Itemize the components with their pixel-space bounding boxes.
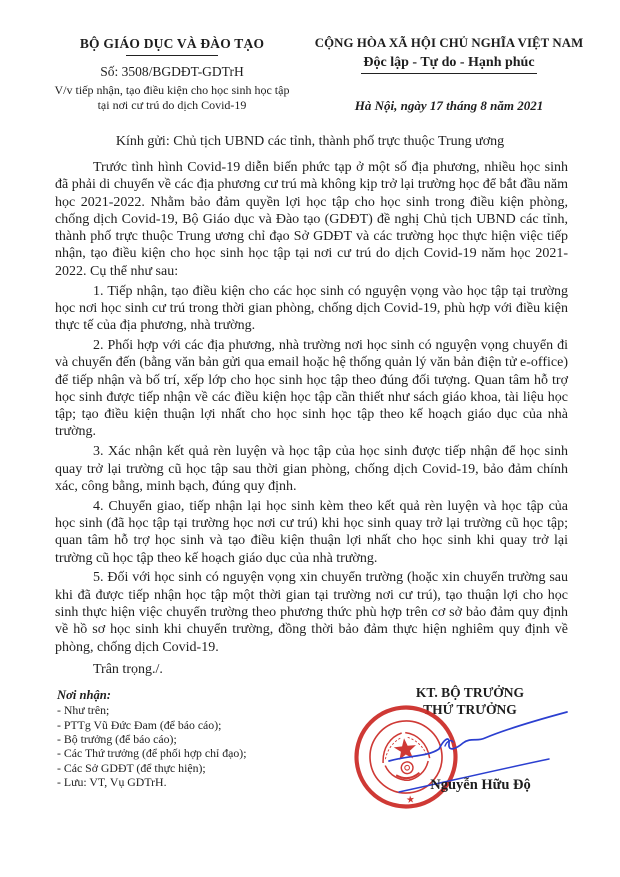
recipient-item: - Các Sở GDĐT (để thực hiện);	[57, 760, 206, 775]
recipient-item: - Các Thứ trưởng (để phối hợp chỉ đạo);	[57, 746, 247, 761]
recipient-item: - Lưu: VT, Vụ GDTrH.	[57, 775, 167, 790]
issuer-name: BỘ GIÁO DỤC VÀ ĐÀO TẠO	[79, 36, 265, 51]
national-motto: Độc lập - Tự do - Hạnh phúc	[361, 55, 536, 74]
signer-title-2: THỨ TRƯỞNG	[423, 701, 517, 717]
seal-bottom-star: ★	[405, 794, 416, 806]
recipient-item: - PTTg Vũ Đức Đam (để báo cáo);	[57, 717, 222, 732]
issuer-block	[46, 36, 298, 114]
issuer-underline	[126, 55, 218, 56]
body-paragraph-5: 5. Đối với học sinh có nguyện vọng xin chuyển trường (hoặc xin chuyển trường sau khi đã được tiếp nhận học tập một thời gian tại trường nơi cư trú), tạo thuận lợi cho học sinh thực hiện việc chuyển trường theo phương thức phù hợp trên cơ sở bảo đảm quy định về hồ sơ học sinh khi chuyển trường, đồng thời bảo đảm thực hiện nghiêm quy định về phòng, chống dịch Covid-19.	[55, 570, 568, 655]
letter-footer	[0, 683, 620, 877]
letter-body	[55, 159, 568, 656]
body-paragraph-intro: Trước tình hình Covid-19 diễn biến phức tạp ở một số địa phương, nhiều học sinh đã phải di chuyển về các địa phương cư trú mà không kịp trở lại trường học để bắt đầu năm học 2021-2022. Nhằm bảo đảm quyền lợi học tập cho học sinh trong điều kiện phòng, chống dịch Covid-19, Bộ Giáo dục và Đào tạo (GDĐT) đề nghị Chủ tịch UBND các tỉnh, thành phố trực thuộc Trung ương chỉ đạo Sở GDĐT và các trường học thực hiện việc tiếp nhận, tạo điều kiện cho học sinh học tập tại nơi cư trú do dịch Covid-19 năm học 2021-2022. Cụ thể như sau:	[55, 160, 568, 279]
recipient-item: - Như trên;	[57, 703, 110, 718]
body-paragraph-3: 3. Xác nhận kết quả rèn luyện và học tập của học sinh được tiếp nhận để học sinh quay trở lại trường cũ học tập sau thời gian phòng, chống dịch Covid-19, bảo đảm chính xác, công bằng, minh bạch, đúng quy định.	[55, 444, 568, 494]
signer-title-1: KT. BỘ TRƯỞNG	[415, 684, 525, 700]
salutation: Kính gửi: Chủ tịch UBND các tỉnh, thành phố trực thuộc Trung ương	[115, 134, 505, 149]
closing-phrase: Trân trọng./.	[93, 661, 163, 677]
place-date: Hà Nội, ngày 17 tháng 8 năm 2021	[354, 98, 544, 113]
national-name: CỘNG HÒA XÃ HỘI CHỦ NGHĨA VIỆT NAM	[314, 36, 584, 50]
document-number: Số: 3508/BGDĐT-GDTrH	[100, 64, 244, 79]
body-paragraph-2: 2. Phối hợp với các địa phương, nhà trường nơi học sinh có nguyện vọng chuyển đi và chuyển đến (bằng văn bản gửi qua email hoặc hệ thống quản lý văn bản điện tử e-office) để tiếp nhận và bố trí, xếp lớp cho học sinh học tập theo đúng đối tượng. Quan tâm hỗ trợ học sinh được tiếp nhận về các điều kiện học tập cần thiết như sách giáo khoa, tài liệu học tập; tạo điều kiện thuận lợi nhất cho học sinh học tập theo kế hoạch giáo dục của nhà trường.	[55, 337, 568, 440]
letter-header	[0, 0, 620, 114]
body-paragraph-4: 4. Chuyển giao, tiếp nhận lại học sinh kèm theo kết quả rèn luyện và học tập của học sinh (đã học tập tại trường học nơi cư trú) khi học sinh quay trở lại trường cũ học tập; quan tâm hỗ trợ học sinh và tạo điều kiện thuận lợi nhất cho học sinh khi quay trở lại trường cũ học tập theo kế hoạch giáo dục của nhà trường.	[55, 498, 568, 566]
recipients-block	[57, 688, 247, 790]
national-header-block	[298, 36, 594, 114]
recipients-header: Nơi nhận:	[57, 687, 112, 702]
body-paragraph-1: 1. Tiếp nhận, tạo điều kiện cho các học sinh có nguyện vọng vào học tập tại trường học nơi học sinh cư trú trong thời gian phòng, chống dịch Covid-19, phù hợp với điều kiện thực tế của địa phương, nhà trường.	[55, 283, 568, 334]
signer-name: Nguyễn Hữu Độ	[430, 776, 531, 793]
subject-line: V/v tiếp nhận, tạo điều kiện cho học sinh học tập tại nơi cư trú do dịch Covid-19	[54, 83, 290, 112]
recipient-item: - Bộ trưởng (để báo cáo);	[57, 732, 177, 747]
